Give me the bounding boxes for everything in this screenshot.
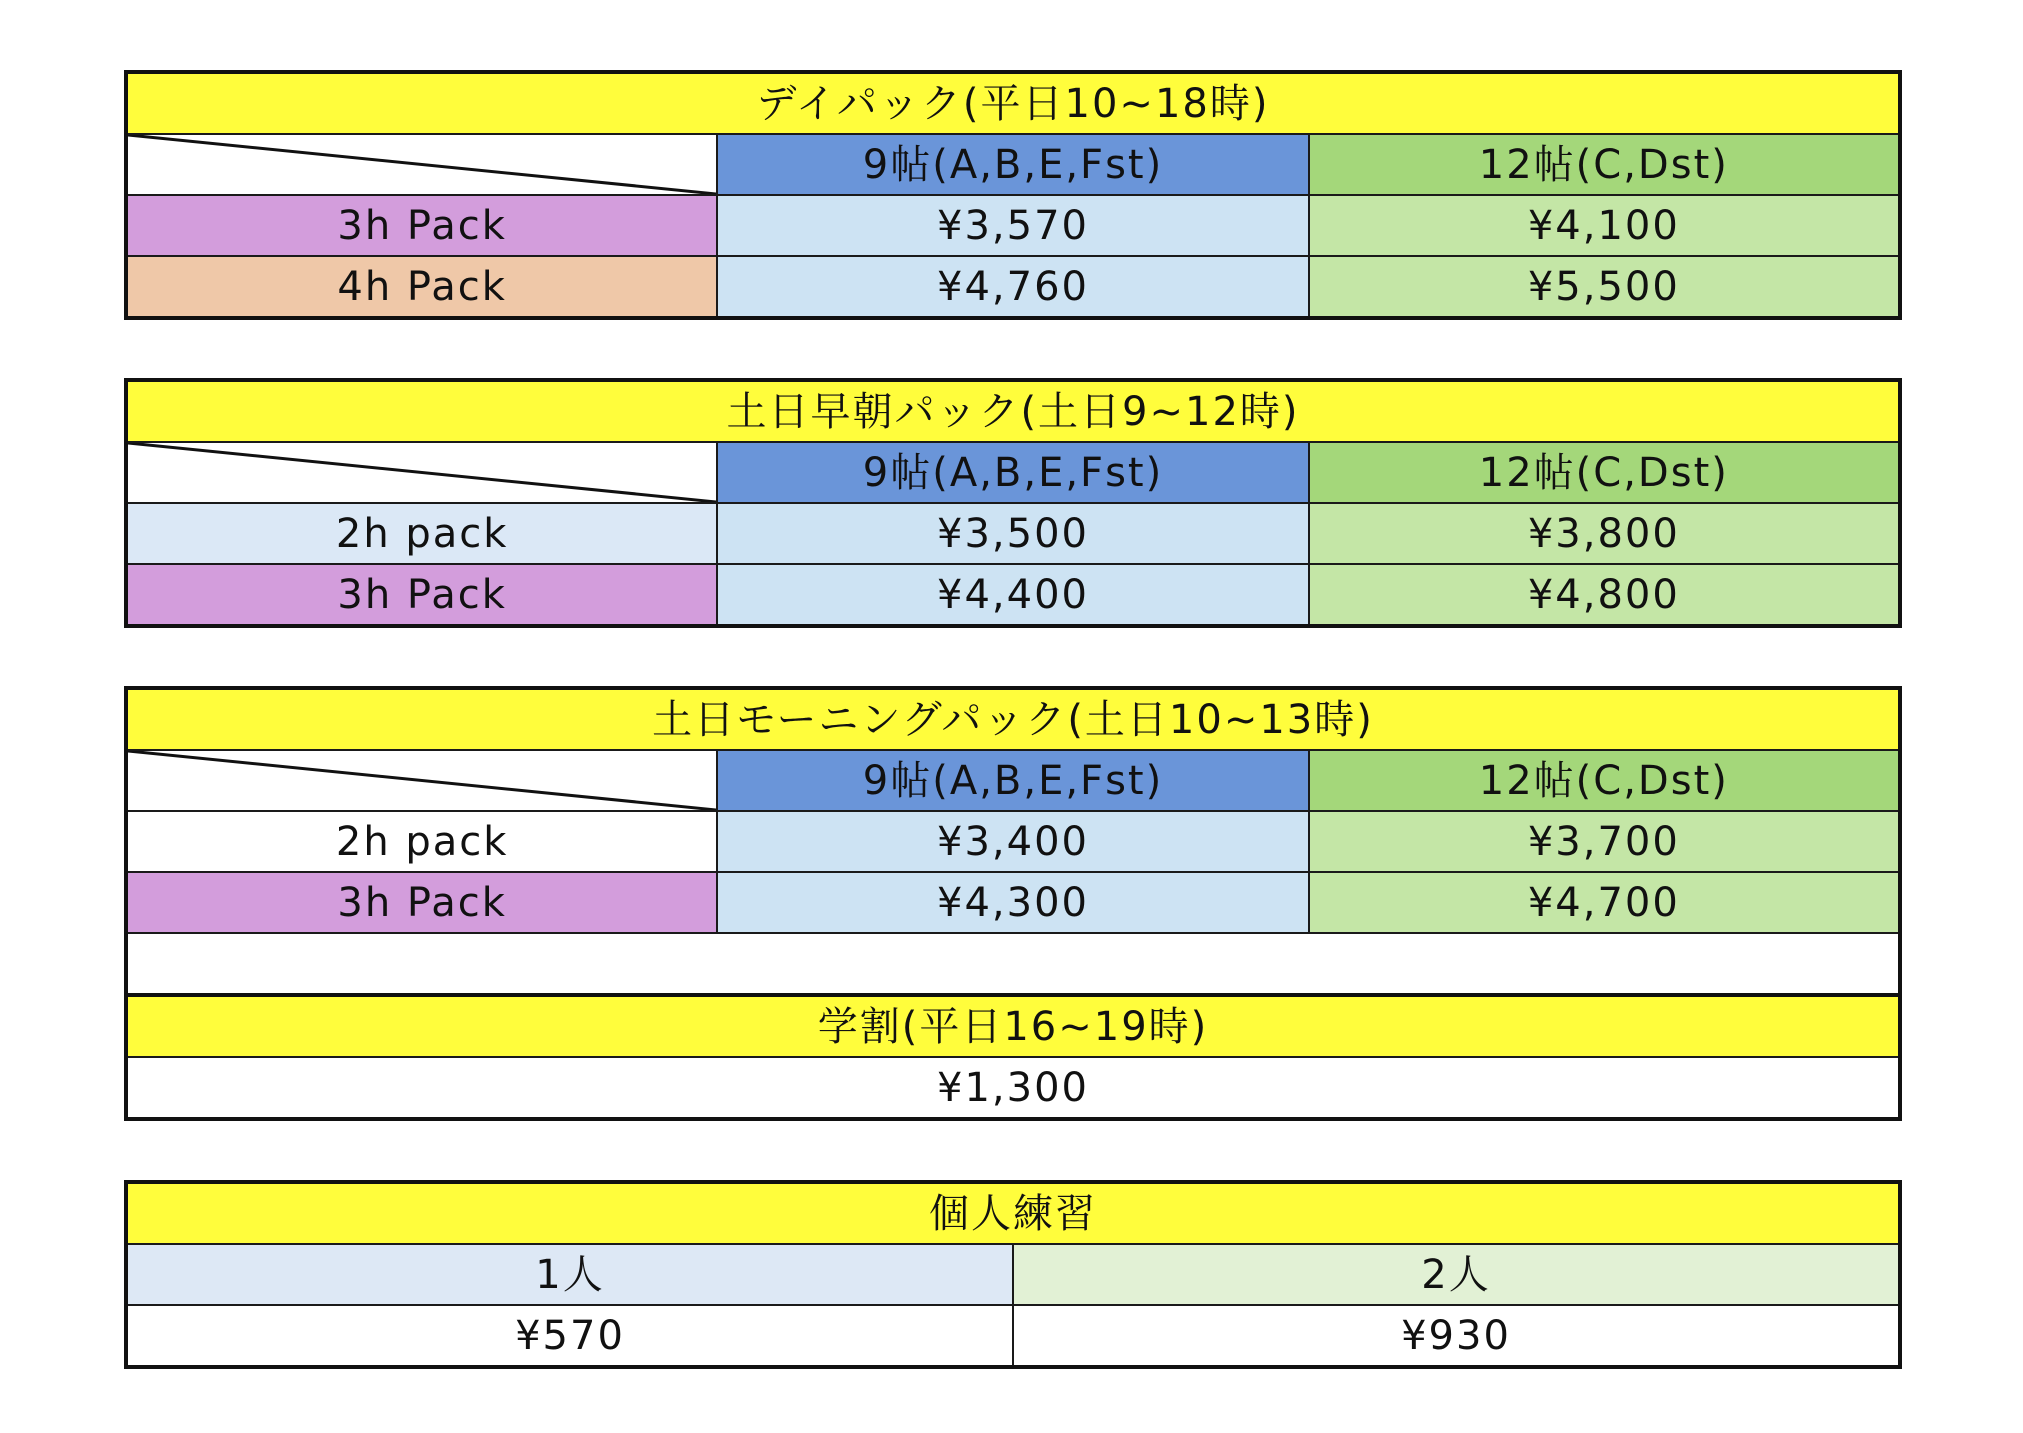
room-9-header: 9帖(A,B,E,Fst) bbox=[717, 134, 1308, 195]
price-9: ¥3,500 bbox=[717, 503, 1308, 564]
weekend-early-pack-table bbox=[124, 378, 1902, 628]
room-9-header: 9帖(A,B,E,Fst) bbox=[717, 750, 1308, 811]
personal-practice-title: 個人練習 bbox=[126, 1182, 1900, 1244]
student-discount-title: 学割(平日16~19時) bbox=[126, 995, 1900, 1057]
two-people-price: ¥930 bbox=[1013, 1305, 1900, 1367]
day-pack-title: デイパック(平日10~18時) bbox=[126, 72, 1900, 134]
room-9-header: 9帖(A,B,E,Fst) bbox=[717, 442, 1308, 503]
diagonal-line-icon bbox=[128, 751, 716, 810]
room-12-header: 12帖(C,Dst) bbox=[1309, 442, 1900, 503]
diagonal-header-cell bbox=[126, 750, 717, 811]
pack-label: 2h pack bbox=[126, 811, 717, 872]
price-12: ¥3,700 bbox=[1309, 811, 1900, 872]
price-9: ¥4,400 bbox=[717, 564, 1308, 626]
price-12: ¥3,800 bbox=[1309, 503, 1900, 564]
pack-label: 3h Pack bbox=[126, 195, 717, 256]
weekend-morning-pack-title: 土日モーニングパック(土日10~13時) bbox=[126, 688, 1900, 750]
pack-label: 4h Pack bbox=[126, 256, 717, 318]
one-person-price: ¥570 bbox=[126, 1305, 1013, 1367]
room-12-header: 12帖(C,Dst) bbox=[1309, 134, 1900, 195]
diagonal-header-cell bbox=[126, 442, 717, 503]
price-9: ¥3,570 bbox=[717, 195, 1308, 256]
price-12: ¥4,800 bbox=[1309, 564, 1900, 626]
two-people-header: 2人 bbox=[1013, 1244, 1900, 1305]
diagonal-line-icon bbox=[128, 443, 716, 502]
price-9: ¥4,300 bbox=[717, 872, 1308, 933]
pack-label: 2h pack bbox=[126, 503, 717, 564]
pack-label: 3h Pack bbox=[126, 872, 717, 933]
one-person-header: 1人 bbox=[126, 1244, 1013, 1305]
price-12: ¥5,500 bbox=[1309, 256, 1900, 318]
price-9: ¥3,400 bbox=[717, 811, 1308, 872]
personal-practice-table bbox=[124, 1180, 1902, 1369]
diagonal-header-cell bbox=[126, 134, 717, 195]
day-pack-table bbox=[124, 70, 1902, 320]
price-9: ¥4,760 bbox=[717, 256, 1308, 318]
price-12: ¥4,700 bbox=[1309, 872, 1900, 933]
spacer-row bbox=[126, 933, 1900, 995]
room-12-header: 12帖(C,Dst) bbox=[1309, 750, 1900, 811]
student-discount-price: ¥1,300 bbox=[126, 1057, 1900, 1119]
diagonal-line-icon bbox=[128, 135, 716, 194]
weekend-early-pack-title: 土日早朝パック(土日9~12時) bbox=[126, 380, 1900, 442]
pack-label: 3h Pack bbox=[126, 564, 717, 626]
price-12: ¥4,100 bbox=[1309, 195, 1900, 256]
weekend-morning-pack-table bbox=[124, 686, 1902, 1121]
